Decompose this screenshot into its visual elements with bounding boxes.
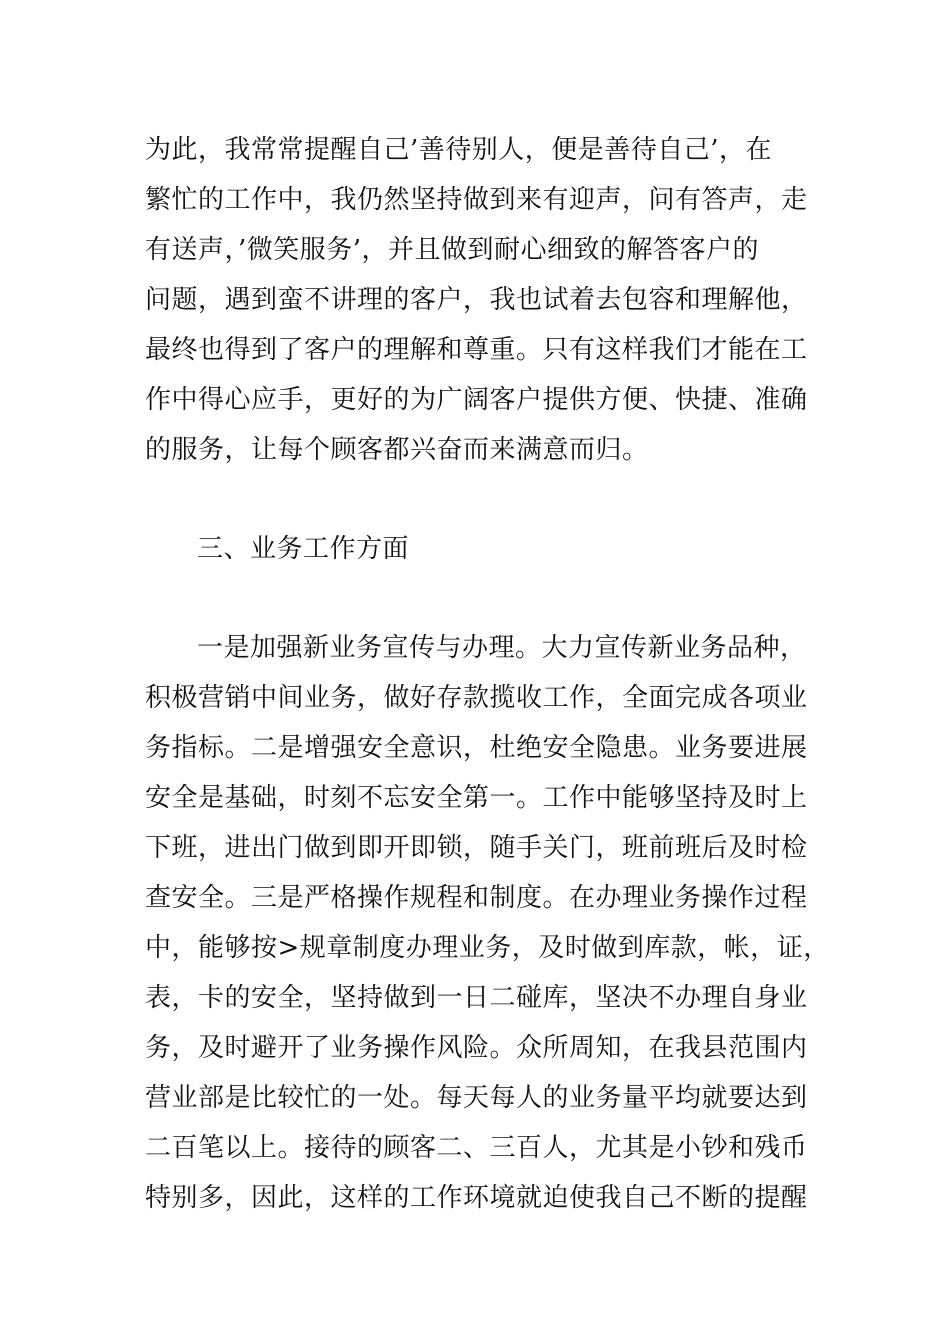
- paragraph-line: 营业部是比较忙的一处。每天每人的业务量平均就要达到: [145, 1083, 808, 1113]
- paragraph-line: 查安全。三是严格操作规程和制度。在办理业务操作过程: [145, 883, 808, 913]
- paragraph-line: 的服务，让每个顾客都兴奋而来满意而归。: [145, 435, 649, 465]
- paragraph-line: 最终也得到了客户的理解和尊重。只有这样我们才能在工: [145, 335, 808, 365]
- paragraph-line: 一是加强新业务宣传与办理。大力宣传新业务品种，: [197, 633, 807, 663]
- paragraph-line: 中，能够按>规章制度办理业务，及时做到库款，帐，证，: [145, 933, 830, 963]
- paragraph-line: 繁忙的工作中，我仍然坚持做到来有迎声，问有答声，走: [145, 185, 808, 215]
- paragraph-line: 安全是基础，时刻不忘安全第一。工作中能够坚持及时上: [145, 783, 808, 813]
- paragraph-line: 问题，遇到蛮不讲理的客户，我也试着去包容和理解他，: [145, 285, 808, 315]
- paragraph-line: 下班，进出门做到即开即锁，随手关门，班前班后及时检: [145, 833, 808, 863]
- paragraph-line: 积极营销中间业务，做好存款揽收工作，全面完成各项业: [145, 683, 808, 713]
- paragraph-line: 务，及时避开了业务操作风险。众所周知，在我县范围内: [145, 1033, 808, 1063]
- paragraph-line: 表，卡的安全，坚持做到一日二碰库，坚决不办理自身业: [145, 983, 808, 1013]
- paragraph-line: 特别多，因此，这样的工作环境就迫使我自己不断的提醒: [145, 1183, 808, 1213]
- paragraph-line: 二百笔以上。接待的顾客二、三百人，尤其是小钞和残币: [145, 1133, 808, 1163]
- paragraph-line: 有送声，’微笑服务’，并且做到耐心细致的解答客户的: [145, 235, 760, 265]
- paragraph-line: 为此，我常常提醒自己’善待别人，便是善待自己’，在: [145, 135, 773, 165]
- section-heading: 三、业务工作方面: [197, 534, 410, 564]
- paragraph-line: 务指标。二是增强安全意识，杜绝安全隐患。业务要进展: [145, 733, 808, 763]
- paragraph-line: 作中得心应手，更好的为广阔客户提供方便、快捷、准确: [145, 385, 808, 415]
